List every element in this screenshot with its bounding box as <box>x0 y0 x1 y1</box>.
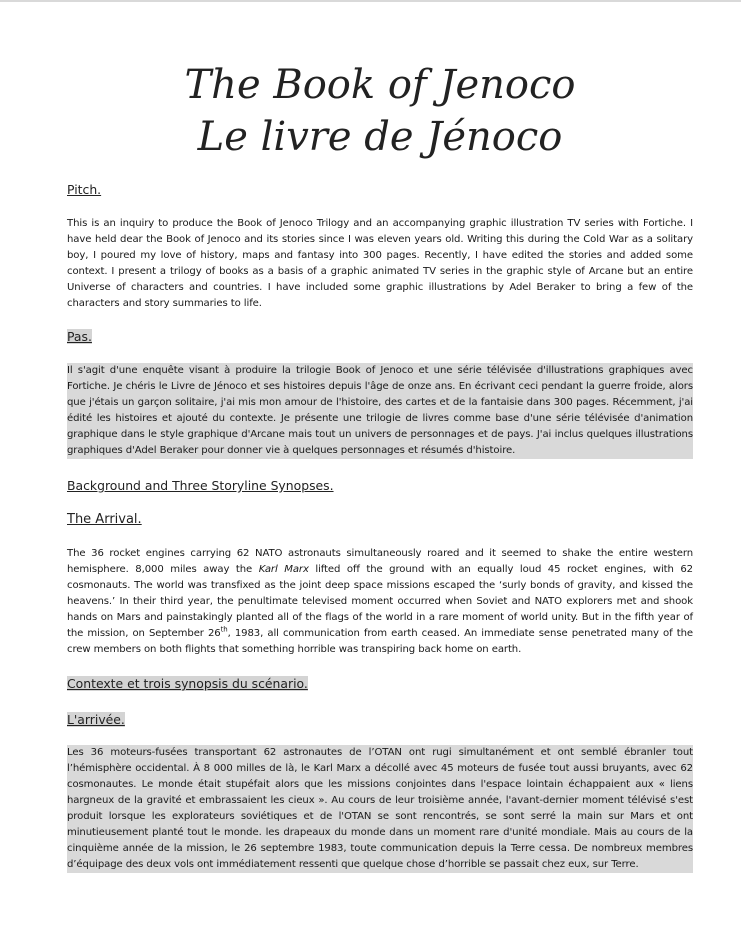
contexte-heading-text: Contexte et trois synopsis du scénario. <box>67 676 308 691</box>
top-border <box>0 0 741 2</box>
arrival-paragraph <box>67 546 693 658</box>
contexte-heading <box>67 676 308 692</box>
document-title-english: The Book of Jenoco <box>184 62 576 108</box>
arrivee-heading <box>67 712 125 728</box>
document-title-french: Le livre de Jénoco <box>197 114 563 160</box>
arrival-date-suffix: th <box>220 625 228 634</box>
pas-heading <box>67 329 92 345</box>
pitch-paragraph: This is an inquiry to produce the Book of Jenoco Trilogy and an accompanying graphic illustration TV series with Fortiche. I have held dear the Book of Jenoco and its stories since I was eleven years old. Writing this during the Cold War as a solitary boy, I poured my love of history, maps and fantasy into 300 pages. Recently, I have edited the stories and added some context. I present a trilogy of books as a basis of a graphic animated TV series in the graphic style of Arcane but an entire Universe of characters and countries. I have included some graphic illustrations by Adel Beraker to bring a few of the characters and story summaries to life. <box>67 218 693 309</box>
pitch-heading: Pitch. <box>67 182 102 197</box>
arrival-text-part-1: The 36 rocket engines carrying 62 NATO astronauts simultaneously roared and it seemed to shake the entire western hemisphere. 8,000 miles away the <box>67 548 693 575</box>
arrivee-paragraph: Les 36 moteurs-fusées transportant 62 astronautes de l’OTAN ont rugi simultanément et ont semblé ébranler tout l’hémisphère occidental. À 8 000 milles de là, le Karl Marx a décollé avec 45 moteurs de fusée tout aussi bruyants, avec 62 cosmonautes. Le monde était stupéfait alors que les missions conjointes dans l'espace lointain échappaient aux « liens hargneux de la gravité et embrassaient les cieux ». Au cours de leur troisième année, l'avant-dernier moment télévisé s'est produit lorsque les explorateurs soviétiques et de l'OTAN se sont rencontrés, se sont serré la main sur Mars et ont minutieusement planté tout le monde. les drapeaux du monde dans un moment rare d'unité mondiale. Mais au cours de la cinquième année de la mission, le 26 septembre 1983, toute communication depuis la Terre cessa. De nombreux membres d’équipage des deux vols ont immédiatement ressenti que quelque chose d’horrible se passait chez eux, sur Terre. <box>67 745 693 873</box>
arrival-heading: The Arrival. <box>67 512 142 527</box>
pas-heading-text: Pas. <box>67 329 92 344</box>
arrivee-heading-text: L'arrivée. <box>67 712 125 727</box>
arrival-text-part-2: lifted off the ground with an equally loud 45 rocket engines, with 62 cosmonauts. The world was transfixed as the joint deep space missions escaped the ‘surly bonds of gravity, and kissed the heavens.’ In their third year, the penultimate televised moment occurred when Soviet and NATO explorers met and shook hands on Mars and painstakingly planted all of the flags of the world in a rare moment of world unity. But in the fifth year of the mission, on September 26 <box>67 564 694 639</box>
background-heading: Background and Three Storyline Synopses. <box>67 478 334 493</box>
arrival-text-part-3: , 1983, all communication from earth ceased. An immediate sense penetrated many of the crew members on both flights that something horrible was transpiring back home on earth. <box>67 628 693 655</box>
pas-paragraph: Il s'agit d'une enquête visant à produire la trilogie Book of Jenoco et une série télévisée d'illustrations graphiques avec Fortiche. Je chéris le Livre de Jénoco et ses histoires depuis l'âge de onze ans. En écrivant ceci pendant la guerre froide, alors que j'étais un garçon solitaire, j'ai mis mon amour de l'histoire, des cartes et de la fantaisie dans 300 pages. Récemment, j'ai édité les histoires et ajouté du contexte. Je présente une trilogie de livres comme base d'une série télévisée d'animation graphique dans le style graphique d'Arcane mais tout un univers de personnages et de pays. J'ai inclus quelques illustrations graphiques d'Adel Beraker pour donner vie à quelques personnages et résumés d'histoire. <box>67 363 693 459</box>
arrival-ship-name: Karl Marx <box>258 564 309 575</box>
